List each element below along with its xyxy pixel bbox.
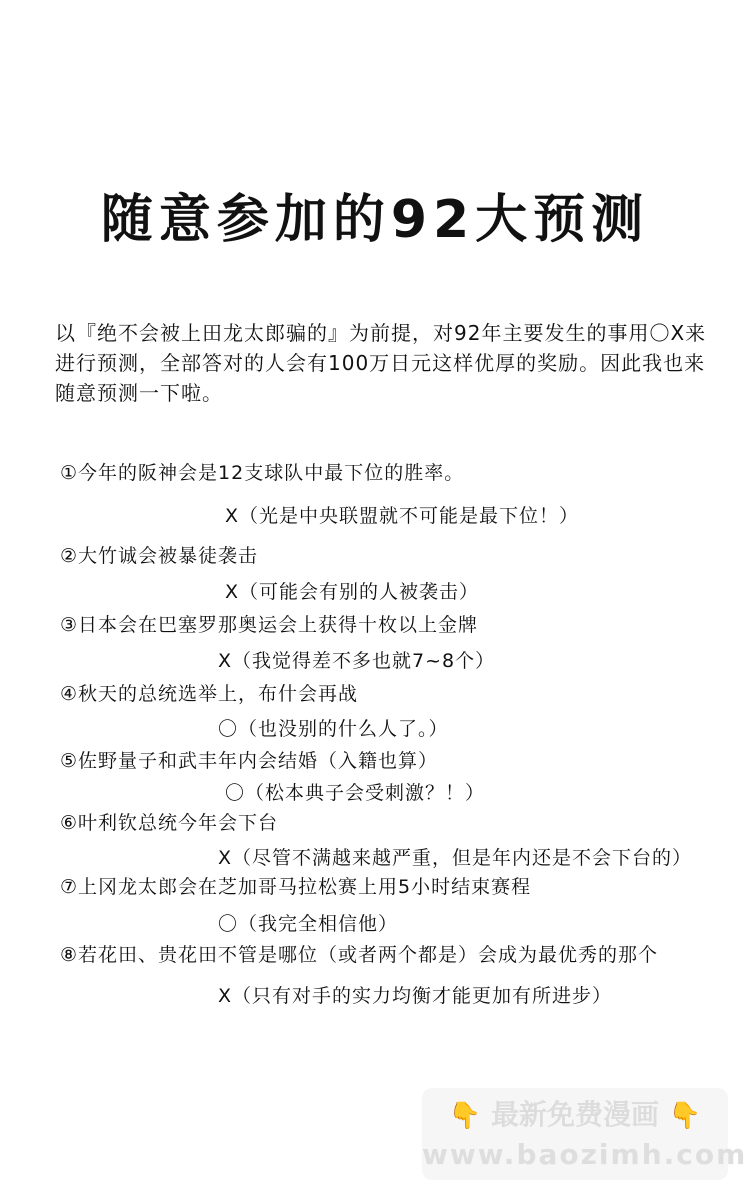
prediction-answer-1: X（光是中央联盟就不可能是最下位！） [225, 505, 580, 527]
prediction-question-7: ⑦上冈龙太郎会在芝加哥马拉松赛上用5小时结束赛程 [60, 876, 532, 898]
watermark-url: www.baozimh.com [422, 1138, 748, 1171]
prediction-question-1: ①今年的阪神会是12支球队中最下位的胜率。 [60, 462, 465, 484]
prediction-question-4: ④秋天的总统选举上，布什会再战 [60, 683, 359, 705]
prediction-question-3: ③日本会在巴塞罗那奥运会上获得十枚以上金牌 [60, 614, 479, 636]
pointing-down-hand-icon: 👇 [448, 1101, 482, 1131]
prediction-question-6: ⑥叶利钦总统今年会下台 [60, 812, 279, 834]
watermark-title-row [422, 1098, 728, 1133]
page-title: 随意参加的92大预测 [100, 190, 650, 250]
intro-paragraph: 以『绝不会被上田龙太郎骗的』为前提，对92年主要发生的事用〇X来进行预测，全部答对的人会有100万日元这样优厚的奖励。因此我也来随意预测一下啦。 [55, 321, 707, 405]
prediction-answer-5: 〇（松本典子会受刺激？！） [225, 782, 486, 804]
prediction-answer-3: X（我觉得差不多也就7~8个） [218, 650, 496, 672]
prediction-question-2: ②大竹诚会被暴徒袭击 [60, 545, 259, 567]
prediction-answer-7: 〇（我完全相信他） [218, 913, 399, 935]
watermark-badge [422, 1088, 748, 1180]
watermark-title: 最新免费漫画 [490, 1098, 659, 1131]
prediction-answer-4: 〇（也没别的什么人了。） [218, 718, 449, 740]
pointing-down-hand-icon: 👇 [668, 1101, 702, 1131]
prediction-answer-6: X（尽管不满越来越严重，但是年内还是不会下台的） [218, 847, 693, 869]
prediction-answer-8: X（只有对手的实力均衡才能更加有所进步） [218, 985, 613, 1007]
prediction-answer-2: X（可能会有别的人被袭击） [225, 581, 480, 603]
prediction-question-8: ⑧若花田、贵花田不管是哪位（或者两个都是）会成为最优秀的那个 [60, 944, 659, 966]
prediction-question-5: ⑤佐野量子和武丰年内会结婚（入籍也算） [60, 750, 439, 772]
